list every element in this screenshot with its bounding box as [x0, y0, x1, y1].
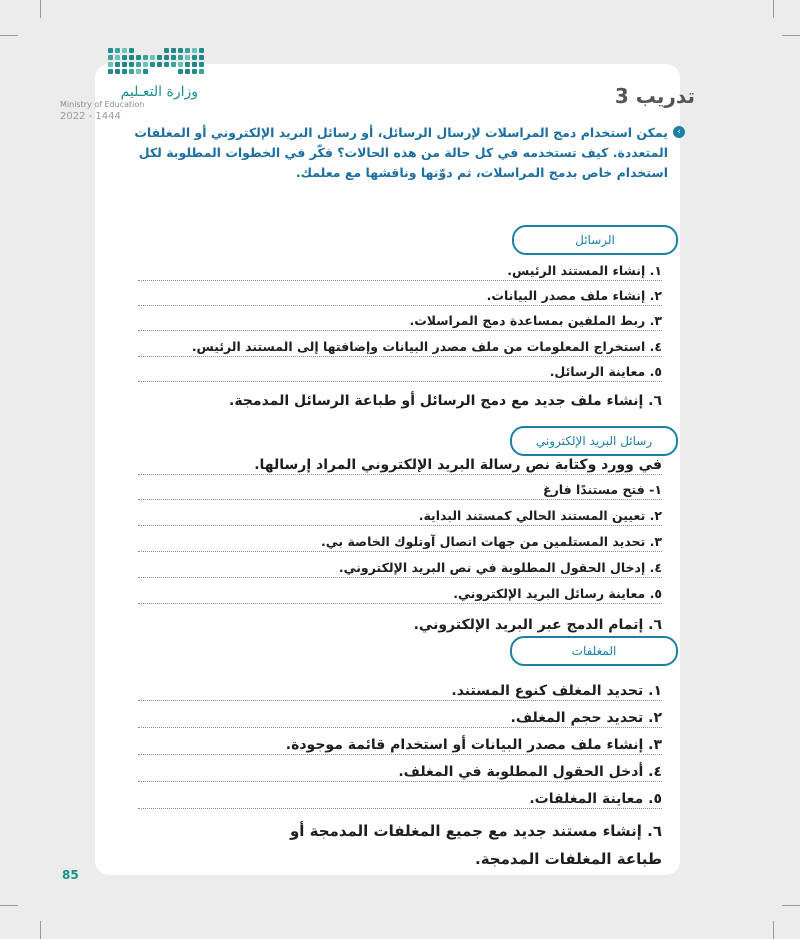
section-label-letters: الرسائل	[512, 225, 678, 255]
section-label-email: رسائل البريد الإلكتروني	[510, 426, 678, 456]
chevron-circle-icon: ‹	[673, 126, 685, 138]
logo-dot	[185, 55, 190, 60]
logo-dot	[192, 69, 197, 74]
logo-dot	[192, 48, 197, 53]
crop-mark	[40, 0, 41, 18]
logo-dot	[157, 62, 162, 67]
logo-dot	[122, 62, 127, 67]
logo-dot	[115, 48, 120, 53]
logo-dot	[185, 62, 190, 67]
logo-dot	[150, 55, 155, 60]
logo-dot	[108, 48, 113, 53]
logo-dot	[178, 55, 183, 60]
page-number: 85	[62, 868, 79, 882]
logo-dot	[185, 69, 190, 74]
list-item: ٣. ربط الملفين بمساعدة دمج المراسلات.	[138, 312, 662, 331]
logo-year: 2022 - 1444	[60, 111, 121, 122]
logo-dot	[129, 69, 134, 74]
logo-english: Ministry of Education	[60, 100, 145, 109]
list-item: ٢. تحديد حجم المغلف.	[138, 709, 662, 728]
logo-dot	[199, 55, 204, 60]
crop-mark	[782, 35, 800, 36]
logo-dot	[199, 48, 204, 53]
logo-dot	[143, 69, 148, 74]
logo-dot	[192, 62, 197, 67]
list-item: ٦. إنشاء مستند جديد مع جميع المغلفات المدمجة أو	[289, 822, 662, 840]
logo-dot	[164, 55, 169, 60]
logo-arabic: وزارة التعـليم	[120, 84, 198, 100]
logo-dot	[129, 55, 134, 60]
logo-dot	[171, 55, 176, 60]
page-title: تدريب 3	[614, 84, 695, 108]
logo-dot	[199, 62, 204, 67]
list-item: طباعة المغلفات المدمجة.	[475, 850, 662, 868]
ministry-logo-icon	[108, 48, 208, 78]
logo-dot	[185, 48, 190, 53]
list-item: ٤. استخراج المعلومات من ملف مصدر البيانات وإضافتها إلى المستند الرئيس.	[138, 338, 662, 357]
logo-dot	[115, 55, 120, 60]
crop-mark	[0, 905, 18, 906]
logo-dot	[143, 55, 148, 60]
logo-dot	[108, 55, 113, 60]
list-item: ٢. تعيين المستند الحالي كمستند البداية.	[138, 507, 662, 526]
logo-dot	[171, 62, 176, 67]
list-item: ٥. معاينة المغلفات.	[138, 790, 662, 809]
crop-mark	[773, 921, 774, 939]
logo-dot	[115, 62, 120, 67]
logo-dot	[164, 48, 169, 53]
logo-dot	[164, 62, 169, 67]
logo-dot	[136, 69, 141, 74]
list-item: ٣. تحديد المستلمين من جهات اتصال آوتلوك الخاصة بي.	[138, 533, 662, 552]
list-item: في وورد وكتابة نص رسالة البريد الإلكتروني المراد إرسالها.	[138, 456, 662, 475]
logo-dot	[157, 55, 162, 60]
list-item: ٣. إنشاء ملف مصدر البيانات أو استخدام قائمة موجودة.	[138, 736, 662, 755]
logo-dot	[171, 48, 176, 53]
logo-dot	[129, 48, 134, 53]
logo-dot	[108, 69, 113, 74]
crop-mark	[40, 921, 41, 939]
list-item: ٤. أدخل الحقول المطلوبة في المغلف.	[138, 763, 662, 782]
logo-dot	[129, 62, 134, 67]
logo-dot	[115, 69, 120, 74]
logo-dot	[108, 62, 113, 67]
logo-dot	[178, 69, 183, 74]
logo-dot	[122, 55, 127, 60]
list-item: ٥. معاينة رسائل البريد الإلكتروني.	[138, 585, 662, 604]
logo-dot	[122, 48, 127, 53]
list-item: ٥. معاينة الرسائل.	[138, 363, 662, 382]
list-item: ٢. إنشاء ملف مصدر البيانات.	[138, 287, 662, 306]
logo-dot	[178, 62, 183, 67]
list-item: ١. إنشاء المستند الرئيس.	[138, 262, 662, 281]
logo-dot	[143, 62, 148, 67]
logo-dot	[136, 62, 141, 67]
list-item: ٦. إتمام الدمج عبر البريد الإلكتروني.	[413, 617, 662, 633]
logo-dot	[178, 48, 183, 53]
logo-dot	[150, 62, 155, 67]
list-item: ١- فتح مستندًا فارغ	[138, 481, 662, 500]
list-item: ٦. إنشاء ملف جديد مع دمج الرسائل أو طباعة الرسائل المدمجة.	[229, 393, 662, 409]
logo-dot	[136, 55, 141, 60]
crop-mark	[782, 905, 800, 906]
crop-mark	[0, 35, 18, 36]
question-text: يمكن استخدام دمج المراسلات لإرسال الرسائل، أو رسائل البريد الإلكتروني أو المغلفات المتعددة. كيف تستخدمه في كل حالة من هذه الحالات؟ فكّر في الخطوات المطلوبة لكل استخدام خاص بدمج المراسلات، ثم دوّنها وناقشها مع معلمك.	[134, 125, 668, 180]
list-item: ١. تحديد المغلف كنوع المستند.	[138, 682, 662, 701]
crop-mark	[773, 0, 774, 18]
logo-dot	[192, 55, 197, 60]
logo-dot	[199, 69, 204, 74]
list-item: ٤. إدخال الحقول المطلوبة في نص البريد الإلكتروني.	[138, 559, 662, 578]
logo-dot	[122, 69, 127, 74]
section-label-envelopes: المغلفات	[510, 636, 678, 666]
